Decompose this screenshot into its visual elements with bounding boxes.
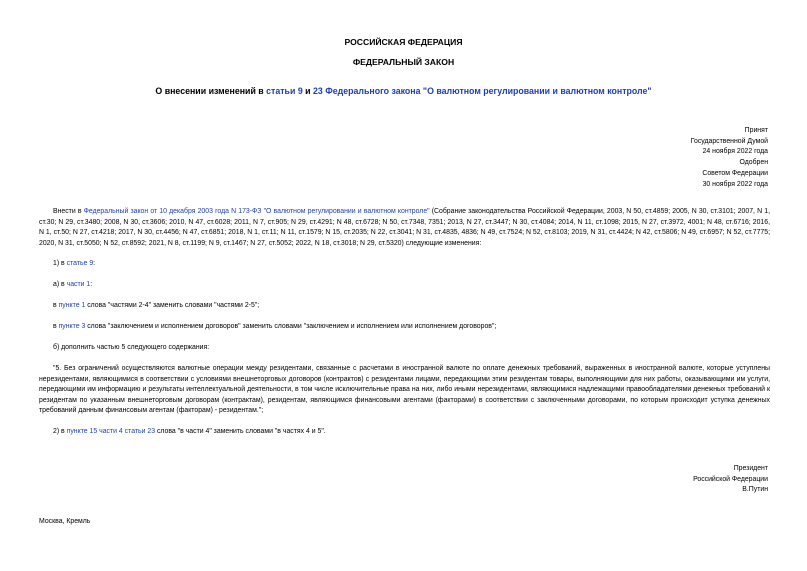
title-prefix: О внесении изменений в: [155, 86, 267, 96]
item-2-suffix: слова "в части 4" заменить словами "в частях 4 и 5".: [155, 428, 326, 435]
item-2-link-point-15[interactable]: пункте 15: [66, 428, 98, 435]
signing-place: Москва, Кремль: [39, 518, 91, 525]
approval-block: [568, 126, 768, 190]
item-1a-suffix: :: [90, 281, 93, 288]
signature-block: [568, 464, 768, 496]
item-1a-p3-link[interactable]: пункте 3: [58, 323, 86, 330]
intro-prefix: Внести в: [53, 208, 84, 215]
approved-label: Одобрен: [739, 159, 768, 167]
item-1b: б) дополнить частью 5 следующего содержания:: [53, 344, 210, 351]
intro-paragraph: [39, 207, 770, 249]
quoted-part-5-text: "5. Без ограничений осуществляются валютные операции между резидентами, связанные с расчетами в иностранной валюте по оплате денежных требований, выраженных в иностранной валюте, которые уступлены нерезидентами, являющимися в соответствии с условиями внешнеторговых договоров (контрактов) с резидентами лицами, передающими этим резидентам товары, выполняющими для них работы, оказывающими им услуги, передающими им информацию и результаты интеллектуальной деятельности, в том числе исключительные права на них, либо иными нерезидентами, являющимися надлежащими правообладателями денежных требований к резидентам по указанным внешнеторговым договорам (контрактам), резидентам, являющимся финансовыми агентами (факторами) в соответствии с заключенными договорами, по которым происходит уступка денежных требований данным финансовым агентам (факторам) - резидентам.";: [39, 365, 770, 415]
item-1-link[interactable]: статье 9: [66, 260, 94, 267]
signer-name: В.Путин: [742, 486, 768, 494]
intro-rest: (Собрание законодательства Российской Федерации, 2003, N 50, ст.4859; 2005, N 30, ст.3101; 2007, N 1, ст.30; N 29, ст.3480; 2008, N 30, ст.3606; 2010, N 47, ст.6028; 2011, N 7, ст.905; N 29, ст.4291; N 48, ст.6728; N 50, ст.7348, 7351; 2013, N 27, ст.3447; N 30, ст.4084; 2014, N 11, ст.1098; 2015, N 27, ст.3972, 4001; N 48, ст.6716; 2016, N 1, ст.50; N 27, ст.4218; 2017, N 30, ст.4456; N 47, ст.6851; 2018, N 1, ст.11; N 11, ст.1579; N 15, ст.2035; N 22, ст.3041; N 31, ст.4835, 4836; N 49, ст.7524; N 52, ст.8103; 2019, N 31, ст.4424; N 42, ст.5806; N 49, ст.6957; N 52, ст.7775; 2020, N 31, ст.5050; N 52, ст.8592; 2021, N 8, ст.1199; N 9, ст.1467; N 27, ст.5052; 2022, N 18, ст.3018; N 29, ст.5320) следующие изменения:: [39, 208, 770, 247]
item-1a-p1-prefix: в: [53, 302, 59, 309]
item-1: [53, 259, 95, 270]
item-1a-p3-suffix: слова "заключением и исполнением договоров" заменить словами "заключением и исполнением или исполнением договоров";: [85, 323, 497, 330]
approved-date: 30 ноября 2022 года: [702, 180, 768, 188]
item-1a-p3-prefix: в: [53, 323, 59, 330]
signer-position: Президент: [733, 465, 768, 472]
approved-by-label: Советом Федерации: [702, 169, 768, 177]
quoted-part-5: [39, 364, 770, 417]
item-2-prefix: 2) в: [53, 428, 67, 435]
title-link-law[interactable]: Федерального закона "О валютном регулировании и валютном контроле": [325, 86, 652, 96]
item-1a: [53, 280, 92, 291]
item-1a-point-3: [53, 322, 496, 333]
item-1a-p1-link[interactable]: пункте 1: [58, 302, 86, 309]
law-type-heading: ФЕДЕРАЛЬНЫЙ ЗАКОН: [352, 57, 455, 67]
item-1-prefix: 1) в: [53, 260, 67, 267]
item-1a-p1-suffix: слова "частями 2-4" заменить словами "частями 2-5";: [85, 302, 260, 309]
adopted-date: 24 ноября 2022 года: [702, 148, 768, 156]
item-1a-link[interactable]: части 1: [66, 281, 91, 288]
title-link-article-23[interactable]: 23: [313, 86, 323, 96]
item-2-link-part-4[interactable]: части 4: [99, 428, 123, 435]
intro-law-link[interactable]: Федеральный закон от 10 декабря 2003 года N 173-ФЗ "О валютном регулировании и валютном контроле": [83, 208, 430, 215]
item-2-link-article-23[interactable]: статьи 23: [124, 428, 156, 435]
adopted-by-label: Государственной Думой: [690, 137, 768, 145]
item-2: [53, 427, 326, 438]
signer-country: Российской Федерации: [693, 475, 768, 483]
title-and: и: [302, 86, 314, 96]
item-1a-point-1: [53, 301, 259, 312]
item-1-suffix: :: [93, 260, 96, 267]
item-1a-prefix: а) в: [53, 281, 67, 288]
adopted-label: Принят: [744, 127, 768, 134]
law-title: [0, 86, 807, 97]
country-heading: РОССИЙСКАЯ ФЕДЕРАЦИЯ: [344, 37, 463, 47]
title-link-article-9[interactable]: статьи 9: [266, 86, 303, 96]
